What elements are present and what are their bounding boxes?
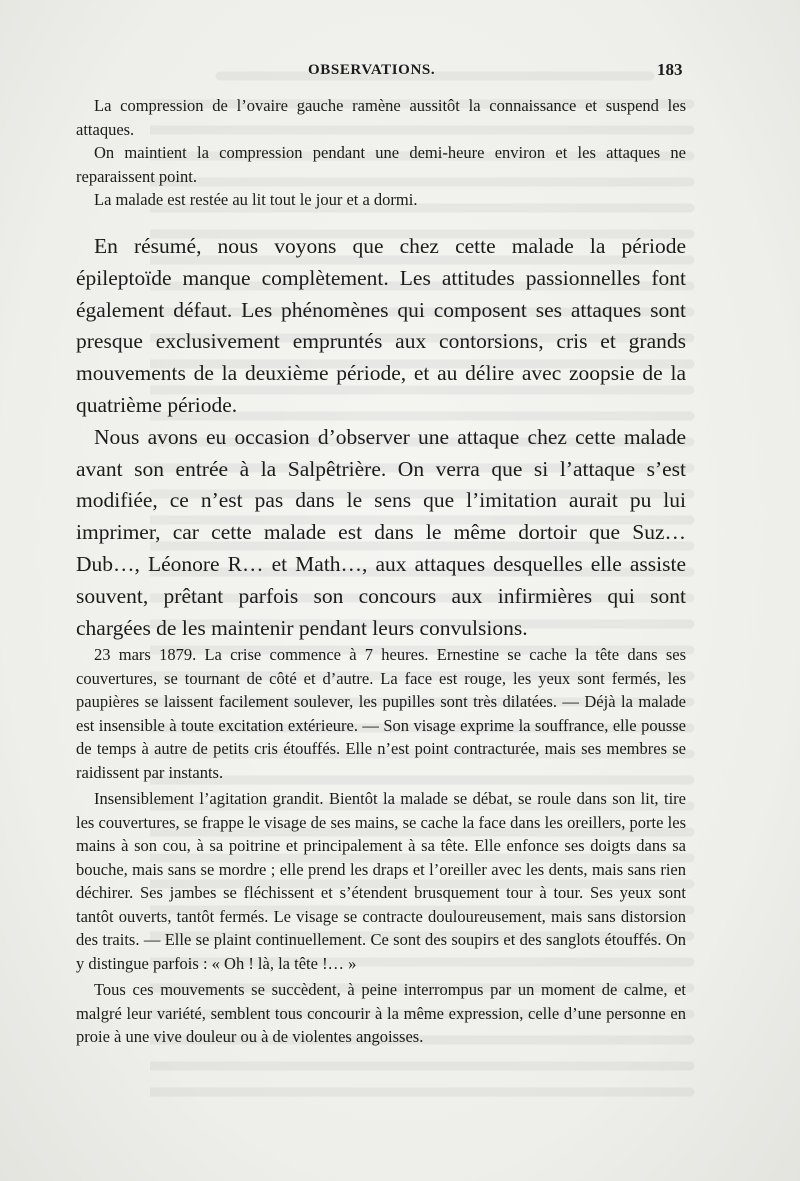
page-number: 183 (657, 60, 683, 79)
paragraph: La malade est restée au lit tout le jour et a dormi. (94, 190, 418, 209)
page-header (0, 60, 800, 84)
paragraph: On maintient la compression pendant une demi-heure environ et les attaques ne reparaissent point. (76, 143, 686, 186)
case-observation-section (76, 643, 686, 1049)
paragraph: Tous ces mouvements se succèdent, à peine interrompus par un moment de calme, et malgré leur variété, semblent tous concourir à la même expression, celle d’une personne en proie à une vive douleur ou à de violentes angoisses. (76, 980, 686, 1046)
summary-section (76, 231, 686, 644)
paragraph: En résumé, nous voyons que chez cette malade la période épileptoïde manque complètement. Les attitudes passionnelles font également défaut. Les phénomènes qui composent ses attaques sont presque exclusivement empruntés aux contorsions, cris et grands mouvements de la deuxième période, et au délire avec zoopsie de la quatrième période. (76, 234, 686, 417)
paragraph: Nous avons eu occasion d’observer une attaque chez cette malade avant son entrée à la Salpêtrière. On verra que si l’attaque s’est modifiée, ce n’est pas dans le sens que l’imitation aurait pu lui imprimer, car cette malade est dans le même dortoir que Suz… Dub…, Léonore R… et Math…, aux attaques desquelles elle assiste souvent, prêtant parfois son concours aux infirmières qui sont chargées de les maintenir pendant leurs convulsions. (76, 424, 686, 640)
paragraph: 23 mars 1879. La crise commence à 7 heures. Ernestine se cache la tête dans ses couvertures, se tournant de côté et d’autre. La face est rouge, les yeux sont fermés, les paupières se laissent facilement soulever, les pupilles sont très dilatées. — Déjà la malade est insensible à toute excitation extérieure. — Son visage exprime la souffrance, elle pousse de temps à autre de petits cris étouffés. Elle n’est point contracturée, mais ses membres se raidissent par instants. (76, 645, 686, 782)
paragraph: Insensiblement l’agitation grandit. Bientôt la malade se débat, se roule dans son lit, tire les couvertures, se frappe le visage de ses mains, se cache la face dans les oreillers, porte les mains à son cou, à sa poitrine et principalement à sa tête. Elle enfonce ses doigts dans sa bouche, mais sans se mordre ; elle prend les draps et l’oreiller avec les dents, mais sans rien déchirer. Ses jambes se fléchissent et s’étendent brusquement tour à tour. Ses yeux sont tantôt ouverts, tantôt fermés. Le visage se contracte douloureusement, mais sans distorsion des traits. — Elle se plaint continuellement. Ce sont des soupirs et des sanglots étouffés. On y distingue parfois : « Oh ! là, la tête !… » (76, 789, 686, 973)
paragraph: La compression de l’ovaire gauche ramène aussitôt la connaissance et suspend les attaques. (76, 96, 686, 139)
running-title: OBSERVATIONS. (308, 62, 436, 78)
intro-section (76, 94, 686, 212)
